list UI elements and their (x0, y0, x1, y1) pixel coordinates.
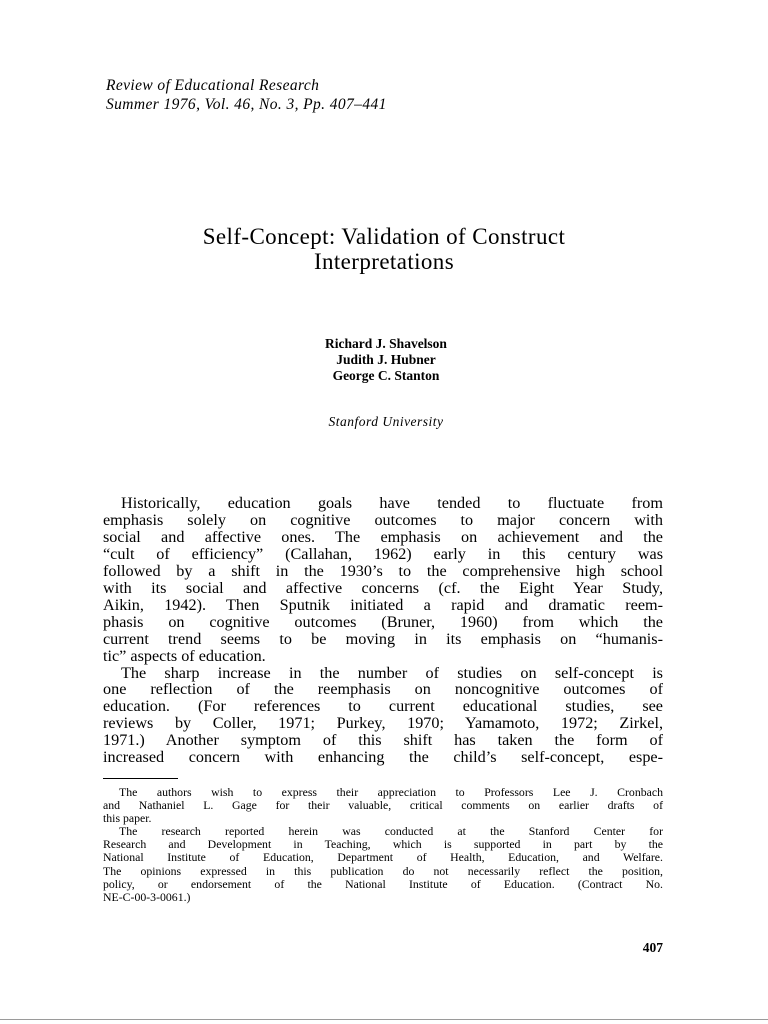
body-line: one reflection of the reemphasis on noncognitive outcomes of (103, 680, 663, 699)
body-line: “cult of efficiency” (Callahan, 1962) early in this century was (103, 544, 663, 563)
footnote-line: The research reported herein was conducted at the Stanford Center for (119, 824, 663, 839)
footnote-line: National Institute of Education, Department of Health, Education, and Welfare. (103, 850, 663, 865)
body-line: social and affective ones. The emphasis on achievement and the (103, 527, 663, 546)
footnote-line: this paper. (103, 811, 152, 826)
footnote-line: The opinions expressed in this publication do not necessarily reflect the position, (103, 863, 663, 878)
author-list (236, 336, 536, 384)
footnote-line: The authors wish to express their appreciation to Professors Lee J. Cronbach (119, 785, 663, 799)
journal-citation (106, 76, 387, 114)
footnote-line: policy, or endorsement of the National Institute of Education. (Contract No. (103, 876, 663, 891)
footnotes (103, 786, 663, 904)
journal-issue: Summer 1976, Vol. 46, No. 3, Pp. 407–441 (106, 96, 387, 113)
body-line: emphasis solely on cognitive outcomes to major concern with (103, 510, 663, 529)
author-name: Richard J. Shavelson (325, 336, 447, 351)
footnote-separator (103, 778, 178, 779)
footnote-line: Research and Development in Teaching, which is supported in part by the (103, 837, 663, 852)
page-number: 407 (642, 940, 663, 955)
author-name: Judith J. Hubner (336, 352, 436, 367)
footnote-line: NE-C-00-3-0061.) (103, 889, 191, 904)
body-line: current trend seems to be moving in its emphasis on “humanis- (103, 629, 663, 648)
article-title (100, 224, 668, 274)
body-line: with its social and affective concerns (cf. the Eight Year Study, (103, 578, 663, 597)
footnote-line: and Nathaniel L. Gage for their valuable, critical comments on earlier drafts of (103, 798, 663, 813)
affiliation: Stanford University (328, 414, 444, 429)
body-line: tic” aspects of education. (103, 646, 266, 665)
body-line: Historically, education goals have tended to fluctuate from (121, 494, 663, 512)
title-line-1: Self-Concept: Validation of Construct (202, 224, 566, 249)
body-line: education. (For references to current educational studies, see (103, 697, 663, 716)
body-line: followed by a shift in the 1930’s to the comprehensive high school (103, 561, 663, 580)
body-line: reviews by Coller, 1971; Purkey, 1970; Yamamoto, 1972; Zirkel, (103, 714, 663, 733)
title-line-2: Interpretations (313, 249, 455, 274)
body-text (103, 495, 663, 766)
body-line: The sharp increase in the number of studies on self-concept is (121, 663, 663, 682)
body-line: phasis on cognitive outcomes (Bruner, 1960) from which the (103, 612, 663, 631)
author-name: George C. Stanton (332, 368, 440, 383)
page-edge (0, 1019, 768, 1020)
body-line: 1971.) Another symptom of this shift has taken the form of (103, 731, 663, 750)
body-line: Aikin, 1942). Then Sputnik initiated a rapid and dramatic reem- (103, 595, 663, 614)
body-line: increased concern with enhancing the child’s self-concept, espe- (103, 748, 663, 767)
journal-name: Review of Educational Research (106, 77, 320, 94)
